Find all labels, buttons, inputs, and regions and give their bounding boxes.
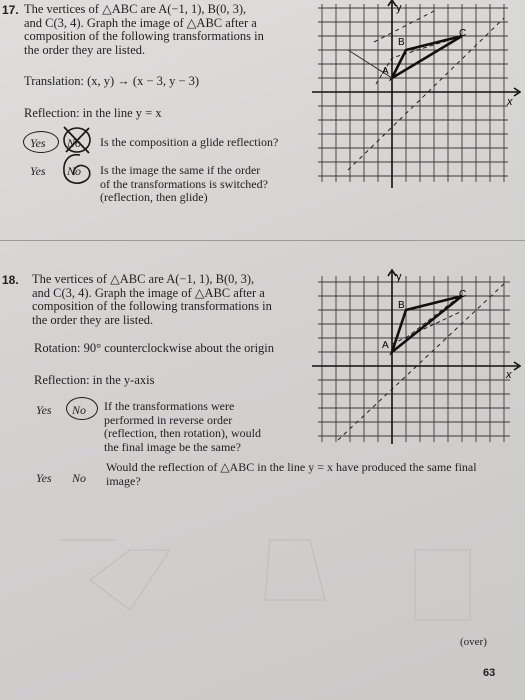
- answer-circle-yes: [23, 131, 59, 153]
- problem-18-q1-no[interactable]: No: [72, 403, 87, 417]
- question-line: Is the image the same if the order: [100, 163, 261, 177]
- problem-18-transform-1: Rotation: 90° counterclockwise about the origin: [34, 341, 275, 355]
- grid-lines: [318, 276, 510, 442]
- problem-17-q1-text: Is the composition a glide reflection?: [100, 135, 279, 149]
- problem-18-q2-no[interactable]: No: [72, 471, 87, 485]
- problem-17-q1-yes[interactable]: Yes: [30, 136, 46, 150]
- problem-18-q1-text: [104, 400, 304, 454]
- bleed-through-marks: [20, 520, 500, 640]
- vertex-b-label: B: [398, 37, 405, 48]
- problem-17-transform-2: Reflection: in the line y = x: [24, 106, 162, 120]
- y-axis-label: y: [396, 271, 402, 283]
- page-number: 63: [483, 667, 496, 679]
- vertex-a-label: A: [382, 66, 389, 77]
- prompt-line: The vertices of △ABC are A(−1, 1), B(0, 3),: [32, 272, 255, 286]
- problem-17-transform-1: Translation: (x, y) → (x − 3, y − 3): [24, 74, 200, 88]
- prompt-line: composition of the following transformations in: [24, 29, 264, 43]
- answer-circle-no: [58, 150, 98, 190]
- prompt-line: the order they are listed.: [24, 42, 146, 57]
- prompt-line: and C(3, 4). Graph the image of △ABC after a: [24, 15, 257, 30]
- question-line: of the transformations is switched?: [100, 176, 268, 191]
- x-axis-label: x: [506, 369, 512, 381]
- vertex-c-label: C: [459, 28, 467, 39]
- problem-17-prompt: [24, 3, 304, 57]
- question-line: the final image be the same?: [104, 439, 241, 454]
- prompt-line: and C(3, 4). Graph the image of △ABC after a: [32, 285, 265, 300]
- answer-circle-no: [66, 397, 98, 420]
- over-note: (over): [460, 636, 487, 648]
- problem-17-q2-no[interactable]: No: [67, 164, 82, 178]
- problem-17-q2-yes[interactable]: Yes: [30, 164, 46, 178]
- vertex-b-label: B: [398, 300, 405, 311]
- question-line: If the transformations were: [104, 399, 235, 413]
- prompt-line: composition of the following transformations in: [32, 299, 272, 313]
- vertex-a-label: A: [382, 340, 389, 351]
- question-line: (reflection, then rotation), would: [104, 426, 261, 440]
- section-divider: [0, 240, 525, 241]
- problem-17-q1-no[interactable]: No: [67, 136, 82, 150]
- problem-17-number: 17.: [2, 3, 19, 17]
- question-line: Would the reflection of △ABC in the line y = x have produced the same final: [106, 460, 477, 474]
- question-line: (reflection, then glide): [100, 190, 208, 204]
- question-line: image?: [106, 473, 141, 488]
- problem-18-number: 18.: [2, 273, 19, 287]
- vertex-c-label: C: [459, 289, 467, 300]
- grid-lines: [318, 4, 508, 182]
- problem-18-transform-2: Reflection: in the y-axis: [34, 373, 155, 387]
- x-axis-label: x: [507, 96, 513, 108]
- problem-18-q2-text: [106, 461, 506, 488]
- problem-17-q2-text: [100, 164, 300, 205]
- prompt-line: the order they are listed.: [32, 312, 154, 327]
- problem-18-q1-yes[interactable]: Yes: [36, 403, 52, 417]
- problem-18-graph: [310, 268, 524, 446]
- axes: [312, 0, 520, 188]
- problem-17-graph: [308, 0, 524, 190]
- dashed-reflection-line: [348, 10, 504, 170]
- question-line: performed in reverse order: [104, 412, 233, 427]
- y-axis-label: y: [396, 2, 402, 14]
- problem-18-q2-yes[interactable]: Yes: [36, 471, 52, 485]
- problem-18-prompt: [32, 273, 317, 327]
- prompt-line: The vertices of △ABC are A(−1, 1), B(0, 3),: [24, 2, 247, 16]
